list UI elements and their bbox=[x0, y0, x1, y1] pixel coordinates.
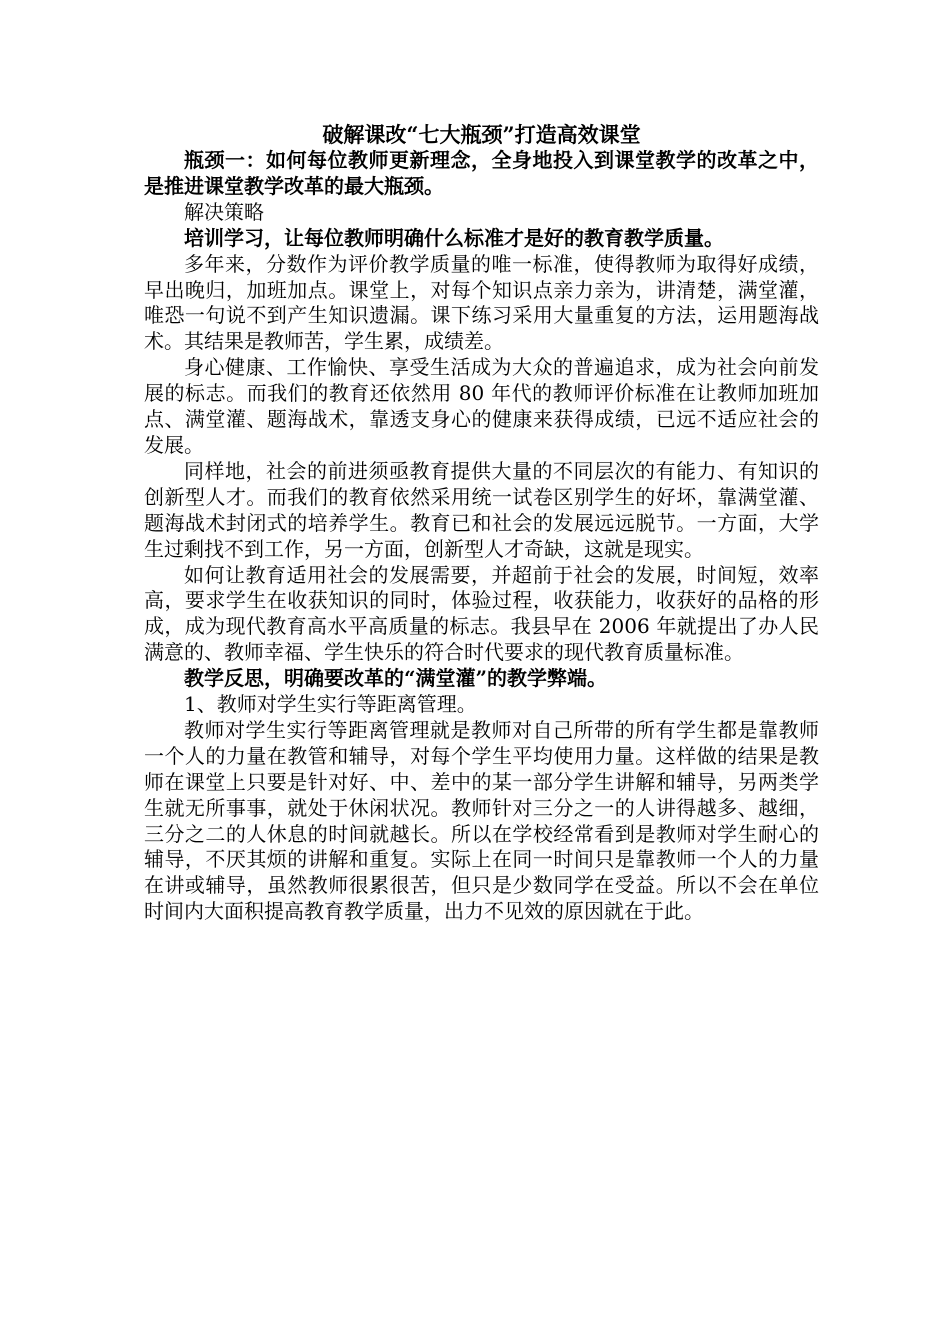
paragraph: 教师对学生实行等距离管理就是教师对自己所带的所有学生都是靠教师一个人的力量在教管和辅导，对每个学生平均使用力量。这样做的结果是教师在课堂上只要是针对好、中、差中的某一部分学生讲解和辅导，另两类学生就无所事事，就处于休闲状况。教师针对三分之一的人讲得越多、越细，三分之二的人休息的时间就越长。所以在学校经常看到是教师对学生耐心的辅导，不厌其烦的讲解和重复。实际上在同一时间只是靠教师一个人的力量在讲或辅导，虽然教师很累很苦，但只是少数同学在受益。所以不会在单位时间内大面积提高教育教学质量，出力不见效的原因就在于此。 bbox=[144, 717, 819, 924]
bottleneck-1-heading: 瓶颈一：如何每位教师更新理念，全身地投入到课堂教学的改革之中，是推进课堂教学改革的最大瓶颈。 bbox=[144, 148, 819, 198]
document-page bbox=[144, 121, 819, 925]
document-title: 破解课改“七大瓶颈”打造高效课堂 bbox=[322, 122, 641, 147]
paragraph: 如何让教育适用社会的发展需要，并超前于社会的发展，时间短，效率高，要求学生在收获知识的同时，体验过程，收获能力，收获好的品格的形成，成为现代教育高水平高质量的标志。我县早在 2006 年就提出了办人民满意的、教师幸福、学生快乐的符合时代要求的现代教育质量标准。 bbox=[144, 562, 819, 665]
paragraph: 多年来，分数作为评价教学质量的唯一标准，使得教师为取得好成绩，早出晚归，加班加点。课堂上，对每个知识点亲力亲为，讲清楚，满堂灌，唯恐一句说不到产生知识遗漏。课下练习采用大量重复的方法，运用题海战术。其结果是教师苦，学生累，成绩差。 bbox=[144, 251, 819, 354]
strategy-label: 解决策略 bbox=[184, 199, 264, 224]
section-1-heading: 培训学习，让每位教师明确什么标准才是好的教育教学质量。 bbox=[184, 225, 724, 250]
paragraph: 同样地，社会的前进须亟教育提供大量的不同层次的有能力、有知识的创新型人才。而我们的教育依然采用统一试卷区别学生的好坏，靠满堂灌、题海战术封闭式的培养学生。教育已和社会的发展远远脱节。一方面，大学生过剩找不到工作，另一方面，创新型人才奇缺，这就是现实。 bbox=[144, 458, 819, 561]
list-item: 1、教师对学生实行等距离管理。 bbox=[184, 692, 477, 717]
section-2-heading: 教学反思，明确要改革的“满堂灌”的教学弊端。 bbox=[184, 666, 608, 691]
paragraph: 身心健康、工作愉快、享受生活成为大众的普遍追求，成为社会向前发展的标志。而我们的教育还依然用 80 年代的教师评价标准在让教师加班加点、满堂灌、题海战术，靠透支身心的健康来获得成绩，已远不适应社会的发展。 bbox=[144, 355, 819, 457]
